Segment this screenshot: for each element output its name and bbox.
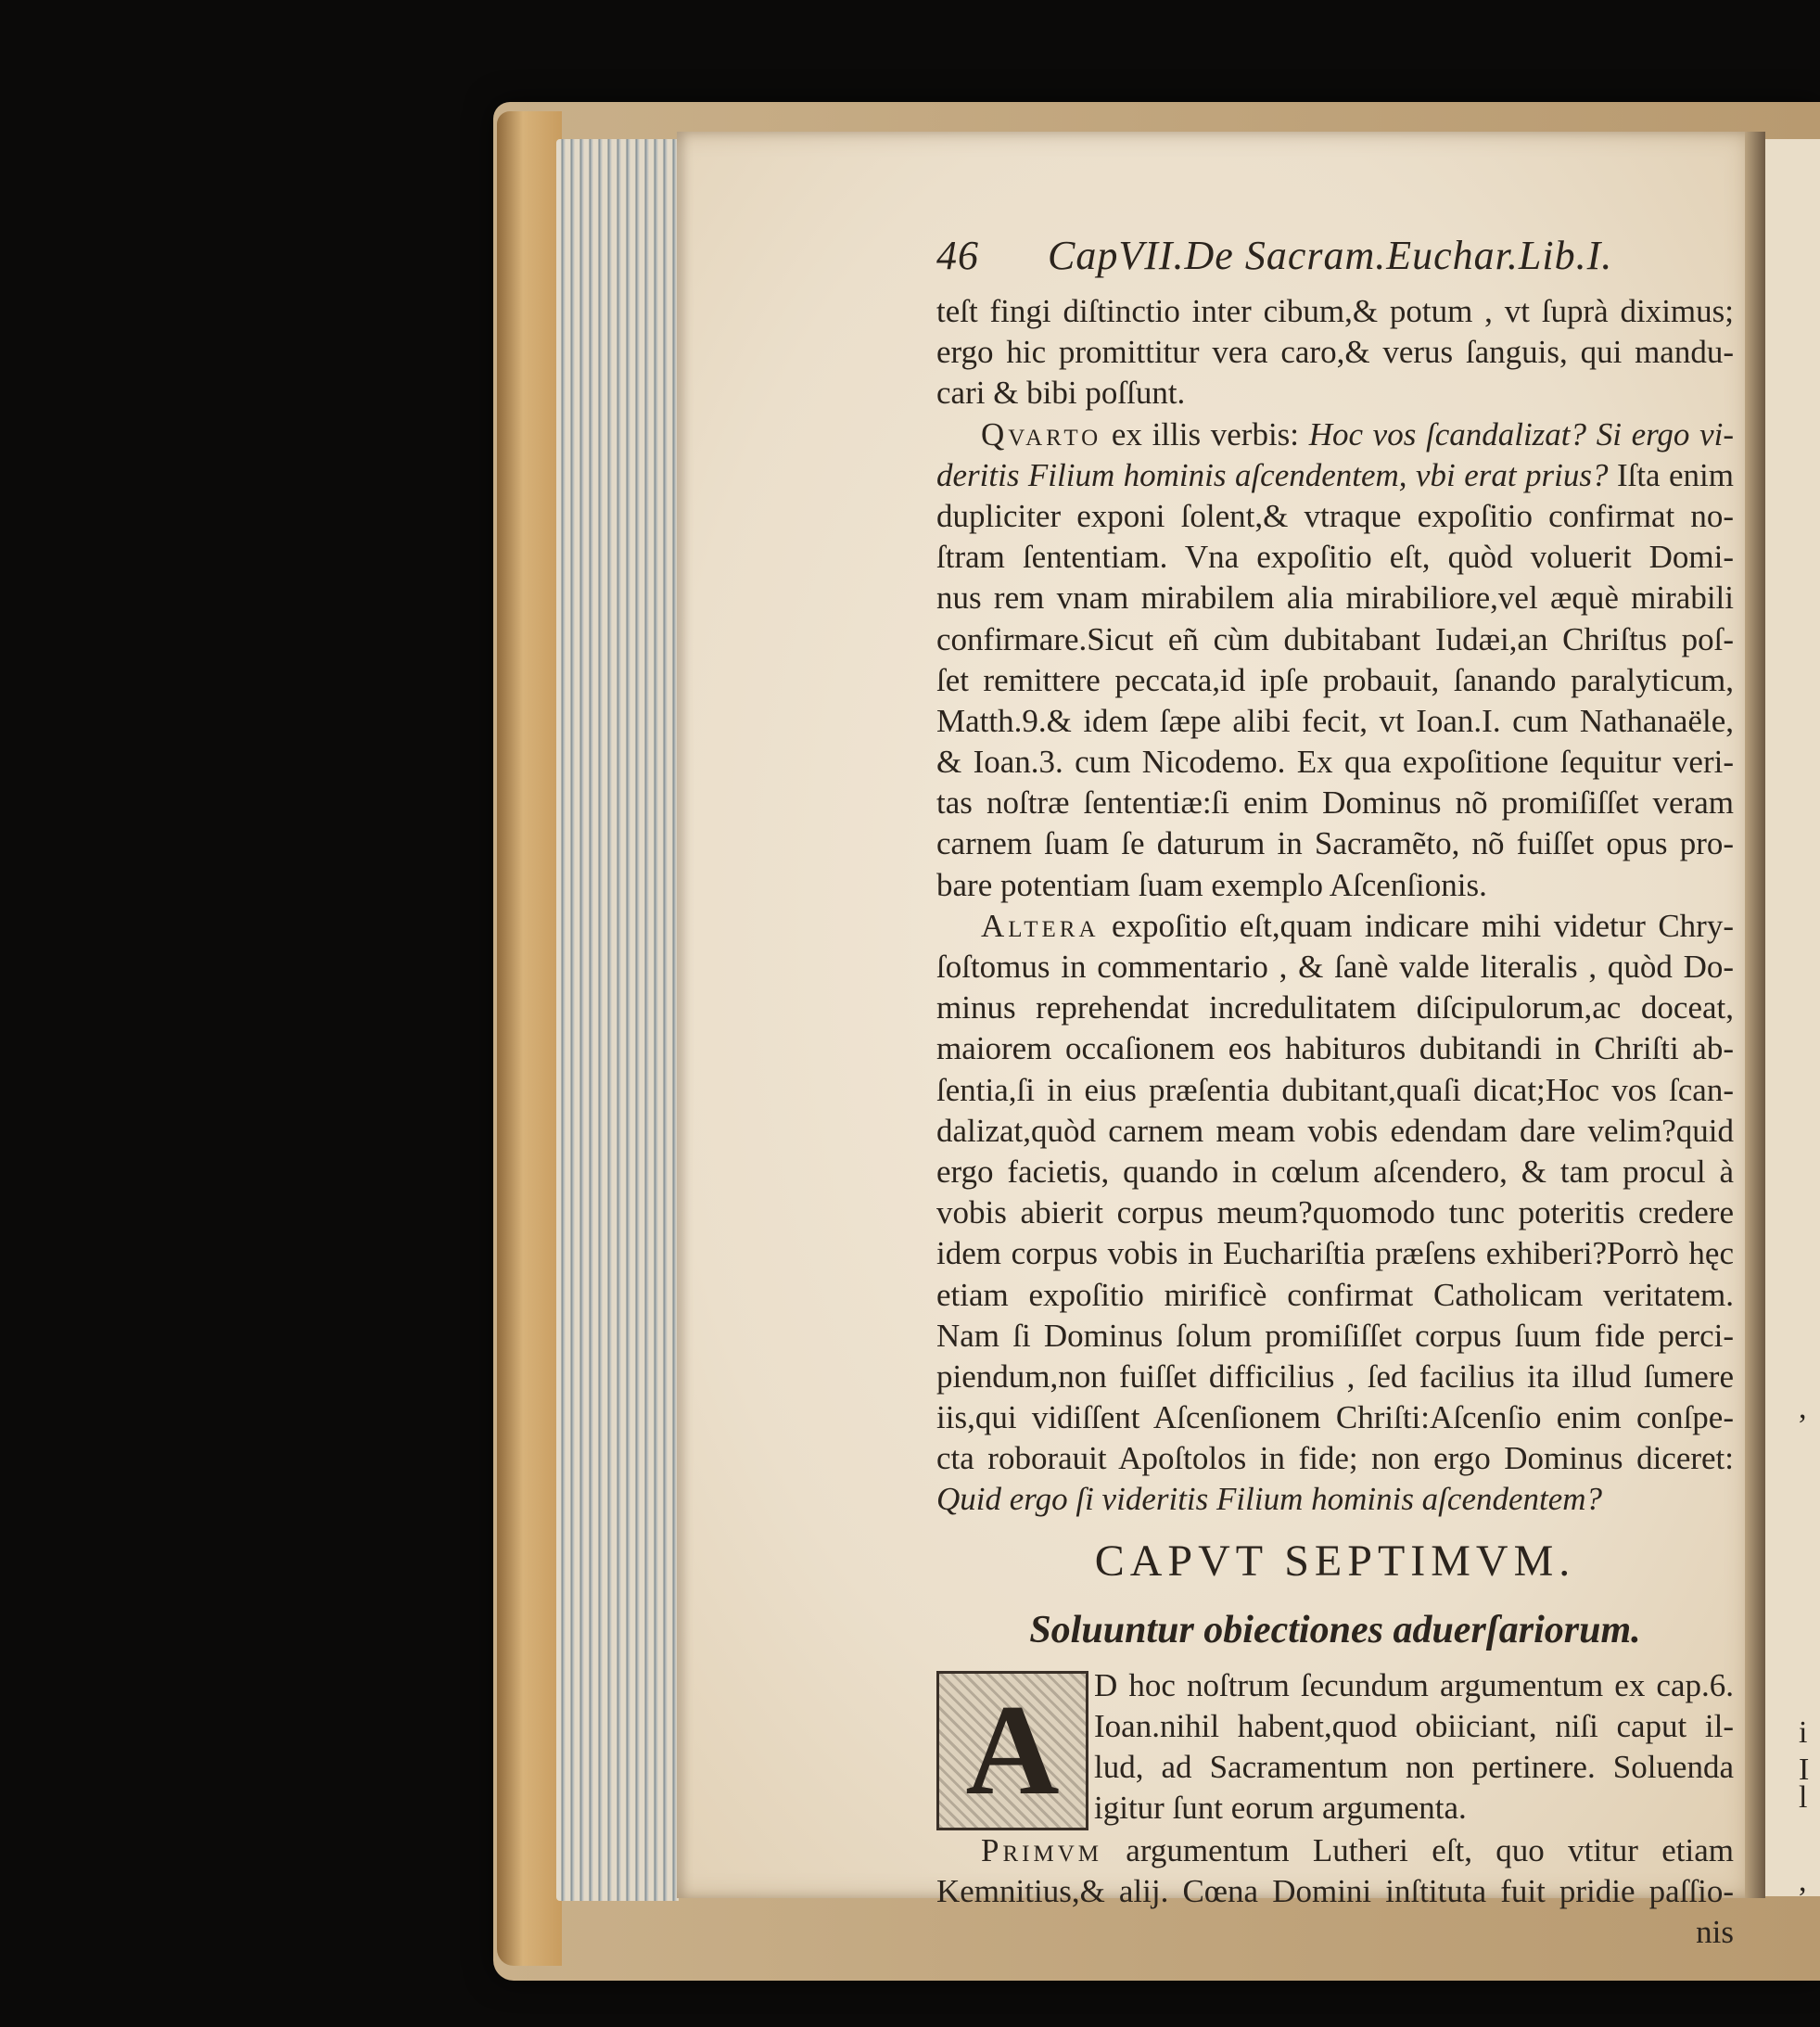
book-cover-edge — [497, 111, 562, 1966]
facing-page-glyph: , — [1799, 1391, 1807, 1425]
facing-page-glyph: i — [1799, 1715, 1808, 1750]
text-line: ergo facietis, quando in cœlum aſcendero, & tam procul à — [936, 1153, 1734, 1190]
running-title: CapVII.De Sacram.Euchar.Lib.I. — [1048, 233, 1613, 278]
paragraph-lead: Primvm — [981, 1831, 1102, 1868]
text-line — [936, 455, 1734, 496]
running-header — [936, 232, 1734, 291]
text-line: dalizat,quòd carnem meam vobis edendam dare velim?quid — [936, 1112, 1734, 1149]
paragraph-continued — [936, 291, 1734, 414]
text-line: ſet remittere peccata,id ipſe probauit, ſanando paralyticum, — [936, 661, 1734, 698]
text-line: cari & bibi poſſunt. — [936, 375, 1186, 412]
facing-page-glyph: , — [1799, 1864, 1807, 1896]
text-line: Nam ſi Dominus ſolum promiſiſſet corpus ſuum fide perci- — [936, 1317, 1734, 1354]
scripture-quote: Quid ergo ſi videritis Filium hominis aſcendentem? — [936, 1481, 1603, 1518]
text-span: Iſta enim — [1608, 456, 1734, 493]
decorated-initial: A — [936, 1671, 1088, 1830]
facing-page-glyph: I — [1799, 1753, 1810, 1787]
text-line: maiorem occaſionem eos habituros dubitandi in Chriſti ab- — [936, 1030, 1734, 1067]
paragraph-primum — [936, 1830, 1734, 1954]
text-line: iis,qui vidiſſent Aſcenſionem Chriſti:Aſcenſio enim conſpe- — [936, 1399, 1734, 1436]
text-line: cta roborauit Apoſtolos in fide; non ergo Dominus diceret: — [936, 1440, 1734, 1477]
text-line: D hoc noſtrum ſecundum argumentum ex cap.6. — [1094, 1666, 1734, 1703]
page-text — [936, 232, 1734, 1953]
text-line — [936, 906, 1734, 947]
text-line: & Ioan.3. cum Nicodemo. Ex qua expoſitione ſequitur veri- — [936, 744, 1734, 781]
text-line: tas noſtræ ſententiæ:ſi enim Dominus nõ promiſiſſet veram — [936, 784, 1734, 822]
text-line: ſoſtomus in commentario , & ſanè valde literalis , quòd Do- — [936, 949, 1734, 985]
text-line: ergo hic promittitur vera caro,& verus ſanguis, qui mandu- — [936, 334, 1734, 371]
text-line: Matth.9.& idem ſæpe alibi fecit, vt Ioan.I. cum Nathanaële, — [936, 702, 1734, 739]
text-line: vobis abierit corpus meum?quomodo tunc poteritis credere — [936, 1194, 1734, 1231]
text-line — [936, 1830, 1734, 1871]
text-line: teſt fingi diſtinctio inter cibum,& potum , vt ſuprà diximus; — [936, 293, 1734, 329]
catchword: nis — [1696, 1914, 1734, 1950]
text-span: ex illis verbis: — [1101, 415, 1309, 453]
chapter-title: CAPVT SEPTIMVM. — [1094, 1536, 1576, 1586]
text-line: minus reprehendat incredulitatem diſcipulorum,ac doceat, — [936, 989, 1734, 1026]
text-line: Ioan.nihil habent,quod obiiciant, niſi caput il- — [1094, 1707, 1734, 1744]
text-line: Kemnitius,& alij. Cœna Domini inſtituta fuit pridie paſſio- — [936, 1872, 1734, 1909]
page-number: 46 — [936, 233, 979, 278]
text-line: ſtram ſententiam. Vna expoſitio eſt, quòd voluerit Domi- — [936, 539, 1734, 576]
page-stack-edge — [556, 139, 679, 1901]
facing-page-sliver — [1765, 139, 1820, 1896]
dropcap-text — [1094, 1665, 1734, 1829]
paragraph-quarto — [936, 414, 1734, 906]
scripture-quote: deritis Filium hominis aſcendentem, vbi erat prius? — [936, 456, 1609, 493]
paragraph-lead: Qvarto — [981, 415, 1102, 453]
chapter-subtitle: Soluuntur obiectiones aduerſariorum. — [1029, 1608, 1641, 1651]
text-line: nus rem vnam mirabilem alia mirabiliore,vel æquè mirabili — [936, 580, 1734, 617]
text-line: dupliciter exponi ſolent,& vtraque expoſitio confirmat no- — [936, 497, 1734, 534]
text-span: argumentum Lutheri eſt, quo vtitur etiam — [1101, 1831, 1734, 1868]
text-line: carnem ſuam ſe daturum in Sacramẽto, nõ fuiſſet opus pro- — [936, 825, 1734, 862]
facing-page-glyph: l — [1799, 1780, 1808, 1815]
text-line: idem corpus vobis in Euchariſtia præſens exhiberi?Porrò hęc — [936, 1235, 1734, 1272]
text-line: bare potentiam ſuam exemplo Aſcenſionis. — [936, 866, 1487, 903]
book-gutter — [1745, 132, 1765, 1898]
text-line: piendum,non fuiſſet difficilius , ſed facilius ita illud ſumere — [936, 1358, 1734, 1395]
text-line: ſentia,ſi in eius præſentia dubitant,quaſi dicat;Hoc vos ſcan- — [936, 1071, 1734, 1108]
text-line: etiam expoſitio mirificè confirmat Catholicam veritatem. — [936, 1276, 1734, 1313]
dropcap-paragraph — [936, 1665, 1734, 1830]
paragraph-altera — [936, 906, 1734, 1521]
text-line: confirmare.Sicut eñ cùm dubitabant Iudæi,an Chriſtus poſ- — [936, 620, 1734, 657]
text-span: expoſitio eſt,quam indicare mihi videtur Chry- — [1099, 907, 1734, 944]
text-line: igitur ſunt eorum argumenta. — [1094, 1790, 1467, 1827]
text-line: lud, ad Sacramentum non pertinere. Soluenda — [1094, 1749, 1734, 1785]
text-line — [936, 414, 1734, 455]
scripture-quote: Hoc vos ſcandalizat? Si ergo vi- — [1308, 415, 1734, 453]
paragraph-lead: Altera — [981, 907, 1100, 944]
